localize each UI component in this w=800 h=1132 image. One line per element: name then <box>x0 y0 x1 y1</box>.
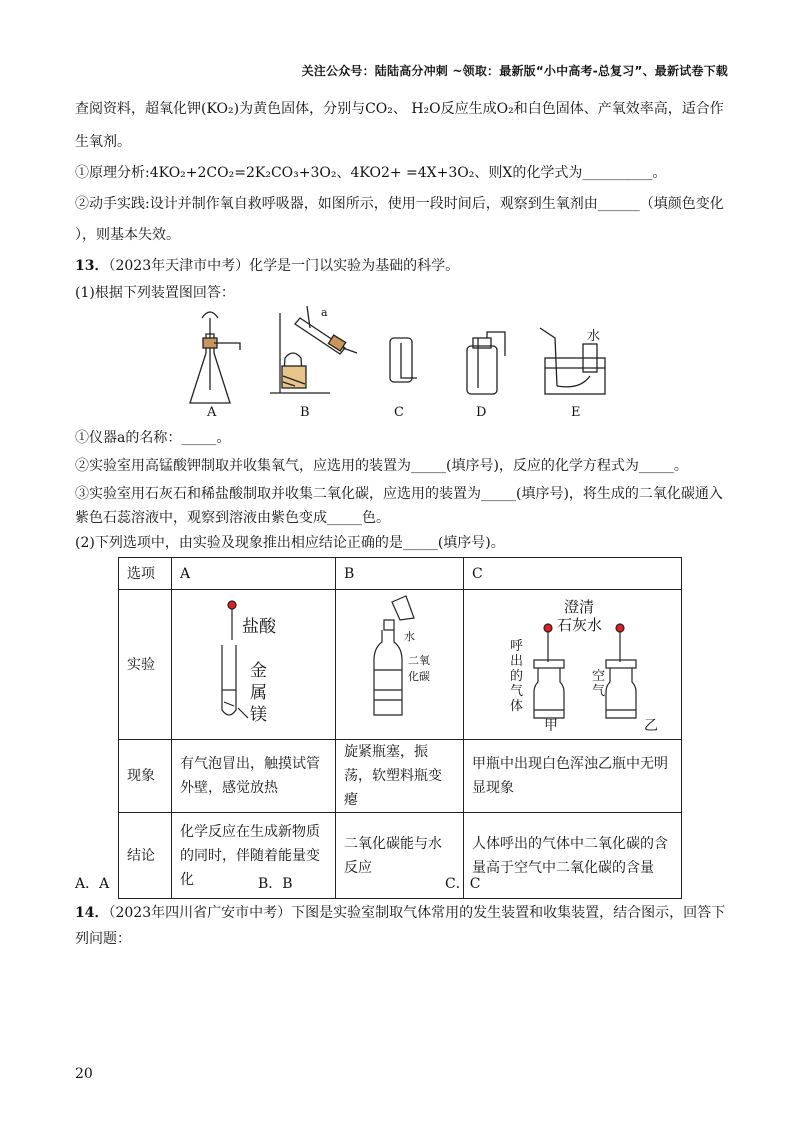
phenomenon-a: 有气泡冒出，触摸试管外壁，感觉放热 <box>172 740 336 813</box>
experiment-a-figure <box>172 590 336 731</box>
label-water: 水 <box>587 329 601 344</box>
co2-label-2: 化碳 <box>408 670 430 683</box>
sub-question-2: ②实验室用高锰酸钾制取并收集氧气，应选用的装置为_____(填序号)，反应的化学方程式为_____。 <box>75 458 688 474</box>
header-option: 选项 <box>119 558 172 590</box>
apparatus-label-d: D <box>476 405 487 420</box>
bottle-yi-label: 乙 <box>644 718 658 731</box>
question-14-line-1 <box>75 902 725 922</box>
exhaled-label-4: 气 <box>510 684 524 699</box>
question-14-line-2: 列问题： <box>75 931 131 947</box>
options-table <box>118 557 682 899</box>
exhaled-label-3: 的 <box>510 669 524 684</box>
exhaled-label-5: 体 <box>510 699 524 714</box>
row-label-phenomenon: 现象 <box>119 740 172 813</box>
question-13-source: （2023年天津市中考）化学是一门以实验为基础的科学。 <box>108 258 460 274</box>
exhaled-label-2: 出 <box>510 654 524 669</box>
metal-label-2: 属 <box>250 683 267 703</box>
metal-label-1: 金 <box>250 661 267 681</box>
practice-question-line-2: ），则基本失效。 <box>75 227 180 243</box>
phenomenon-c: 甲瓶中出现白色浑浊乙瓶中无明显现象 <box>464 740 682 813</box>
apparatus-figure <box>185 298 625 423</box>
label-a: a <box>321 306 328 319</box>
answer-choices <box>75 873 675 893</box>
phenomenon-b: 旋紧瓶塞，振荡，软塑料瓶变瘪 <box>336 740 464 813</box>
apparatus-c <box>390 338 417 382</box>
air-label-1: 空 <box>592 669 606 684</box>
question-13-stem <box>75 255 459 275</box>
bottle-jia-label: 甲 <box>544 718 558 731</box>
experiment-b-figure <box>336 590 464 731</box>
apparatus-a-flask <box>190 312 240 403</box>
practice-question-line-1: ②动手实践:设计并制作氧自救呼吸器，如图所示，使用一段时间后，观察到生氧剂由______（填颜色变化 <box>75 196 724 212</box>
limewater-label-1: 澄清 <box>564 598 595 616</box>
metal-label-3: 镁 <box>250 705 267 725</box>
row-label-conclusion: 结论 <box>119 813 172 899</box>
question-14-number: 14． <box>75 905 109 921</box>
sub-question-3-line-2: 紫色石蕊溶液中，观察到溶液由紫色变成_____色。 <box>75 510 390 526</box>
experiment-a-cell <box>172 590 336 740</box>
header-c: C <box>464 558 682 590</box>
conclusion-c: 人体呼出的气体中二氧化碳的含量高于空气中二氧化碳的含量 <box>464 813 682 899</box>
header-a: A <box>172 558 336 590</box>
apparatus-label-a: A <box>207 405 217 420</box>
answer-choice-a[interactable]: A．A <box>75 876 110 892</box>
answer-choice-b[interactable]: B．B <box>258 876 293 892</box>
answer-choice-c[interactable]: C．C <box>445 876 481 892</box>
conclusion-a: 化学反应在生成新物质的同时，伴随着能量变化 <box>172 813 336 899</box>
intro-line-2: 生氧剂。 <box>75 134 131 150</box>
apparatus-label-e: E <box>571 405 581 420</box>
experiment-b-cell <box>336 590 464 740</box>
experiment-c-cell <box>464 590 682 740</box>
sub-question-3-line-1: ③实验室用石灰石和稀盐酸制取并收集二氧化碳，应选用的装置为_____(填序号)，将生成的二氧化碳通入 <box>75 486 723 502</box>
experiment-c-figure <box>464 590 682 731</box>
table-phenomenon-row <box>119 740 682 813</box>
question-14-stem: （2023年四川省广安市中考）下图是实验室制取气体常用的发生装置和收集装置，结合图示，回答下 <box>108 905 726 921</box>
question-13-part-2: (2)下列选项中，由实验及现象推出相应结论正确的是_____(填序号)。 <box>75 535 505 551</box>
conclusion-b: 二氧化碳能与水反应 <box>336 813 464 899</box>
row-label-experiment: 实验 <box>119 590 172 740</box>
apparatus-d <box>467 332 505 394</box>
intro-line-1: 查阅资料，超氧化钾(KO₂)为黄色固体，分别与CO₂、 H₂O反应生成O₂和白色固体、产氧效率高，适合作 <box>75 101 724 117</box>
acid-label: 盐酸 <box>242 617 276 637</box>
principle-question: ①原理分析:4KO₂+2CO₂=2K₂CO₃+3O₂、4KO2+ =4X+3O₂、则X的化学式为__________。 <box>75 165 667 181</box>
air-label-2: 气 <box>592 684 606 699</box>
apparatus-label-b: B <box>300 405 310 420</box>
table-header-row <box>119 558 682 590</box>
sub-question-1: ①仪器a的名称：_____。 <box>75 430 231 446</box>
question-13-number: 13． <box>75 258 109 274</box>
limewater-label-2: 石灰水 <box>557 616 603 634</box>
apparatus-b-heating <box>270 306 357 393</box>
apparatus-label-c: C <box>394 405 404 420</box>
water-label: 水 <box>404 630 415 643</box>
page-header: 关注公众号：陆陆高分冲刺 ~领取：最新版“小中高考-总复习”、最新试卷下载 <box>301 64 728 78</box>
table-experiment-row <box>119 590 682 740</box>
header-b: B <box>336 558 464 590</box>
co2-label-1: 二氧 <box>408 654 430 667</box>
page-number: 20 <box>75 1066 93 1082</box>
question-13-part-1: (1)根据下列装置图回答： <box>75 285 235 301</box>
apparatus-drawing <box>185 298 625 423</box>
exhaled-label-1: 呼 <box>510 639 524 654</box>
